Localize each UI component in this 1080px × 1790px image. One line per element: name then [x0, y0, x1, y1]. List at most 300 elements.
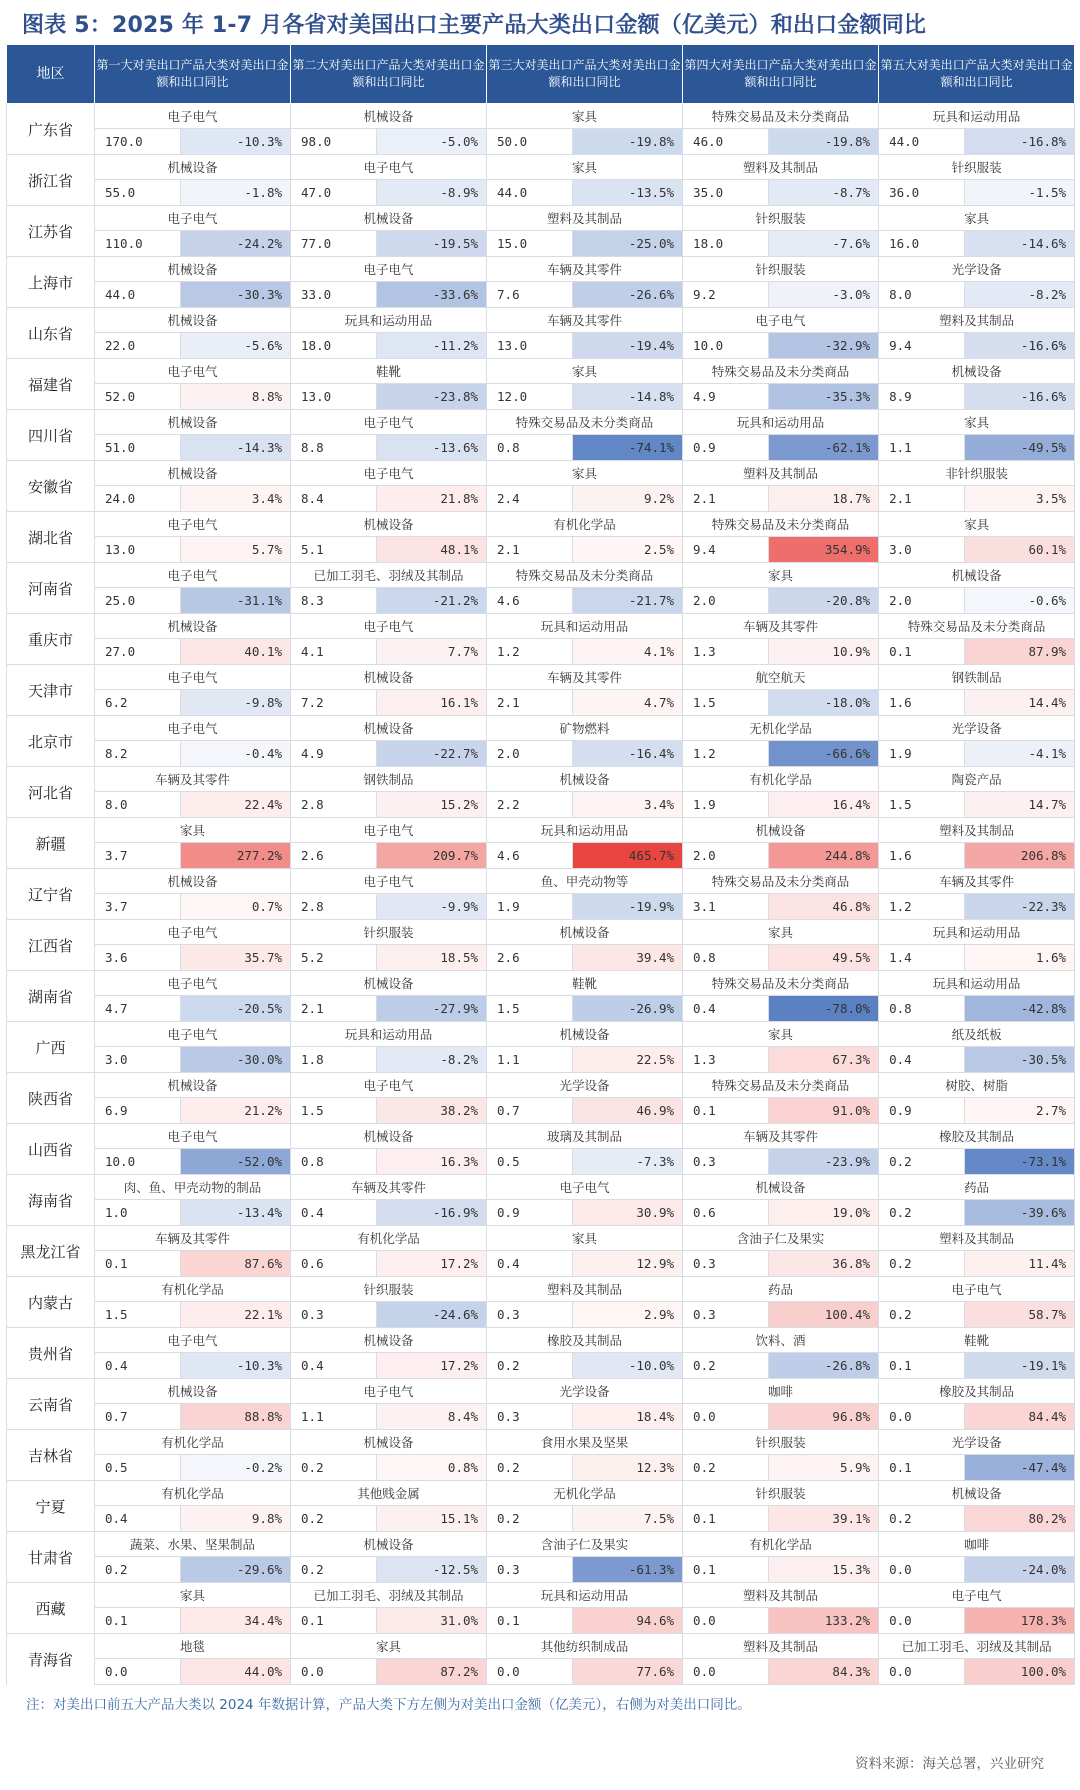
product-category: 机械设备: [95, 869, 291, 894]
export-yoy: -0.4%: [181, 741, 291, 767]
product-category: 无机化学品: [683, 716, 879, 741]
export-yoy: -19.5%: [377, 231, 487, 257]
product-category: 橡胶及其制品: [879, 1124, 1075, 1149]
export-yoy: 12.3%: [573, 1455, 683, 1481]
export-amount: 0.3: [487, 1404, 573, 1430]
product-category: 机械设备: [95, 155, 291, 180]
table-header-row: [7, 45, 1075, 104]
export-amount: 0.2: [879, 1200, 965, 1226]
export-yoy: -66.6%: [769, 741, 879, 767]
export-yoy: -23.8%: [377, 384, 487, 410]
export-amount: 4.7: [95, 996, 181, 1022]
export-amount: 0.6: [291, 1251, 377, 1277]
export-yoy: -24.0%: [965, 1557, 1075, 1583]
table-row-values: [7, 231, 1075, 257]
export-yoy: 10.9%: [769, 639, 879, 665]
region-cell: 山西省: [7, 1124, 95, 1175]
region-cell: 甘肃省: [7, 1532, 95, 1583]
export-amount: 6.9: [95, 1098, 181, 1124]
product-category: 无机化学品: [487, 1481, 683, 1506]
export-yoy: 39.1%: [769, 1506, 879, 1532]
export-yoy: -61.3%: [573, 1557, 683, 1583]
product-category: 特殊交易品及未分类商品: [683, 359, 879, 384]
export-amount: 51.0: [95, 435, 181, 461]
export-yoy: -24.6%: [377, 1302, 487, 1328]
table-row-values: [7, 894, 1075, 920]
product-category: 其他贱金属: [291, 1481, 487, 1506]
region-cell: 青海省: [7, 1634, 95, 1685]
export-yoy: 133.2%: [769, 1608, 879, 1634]
table-row-values: [7, 843, 1075, 869]
export-amount: 0.4: [683, 996, 769, 1022]
product-category: 车辆及其零件: [879, 869, 1075, 894]
export-amount: 0.1: [95, 1608, 181, 1634]
export-amount: 0.2: [683, 1353, 769, 1379]
product-category: 食用水果及坚果: [487, 1430, 683, 1455]
export-yoy: -10.3%: [181, 1353, 291, 1379]
product-category: 电子电气: [291, 818, 487, 843]
export-amount: 2.1: [291, 996, 377, 1022]
export-yoy: 244.8%: [769, 843, 879, 869]
export-yoy: -19.4%: [573, 333, 683, 359]
export-yoy: -13.5%: [573, 180, 683, 206]
table-row: [7, 1277, 1075, 1302]
table-row: [7, 257, 1075, 282]
table-row: [7, 1583, 1075, 1608]
export-yoy: 209.7%: [377, 843, 487, 869]
export-yoy: -9.9%: [377, 894, 487, 920]
product-category: 鱼、甲壳动物等: [487, 869, 683, 894]
export-yoy: -30.3%: [181, 282, 291, 308]
product-category: 鞋靴: [879, 1328, 1075, 1353]
product-category: 药品: [879, 1175, 1075, 1200]
export-amount: 0.1: [683, 1557, 769, 1583]
export-amount: 0.4: [95, 1506, 181, 1532]
export-yoy: -7.6%: [769, 231, 879, 257]
export-amount: 52.0: [95, 384, 181, 410]
product-category: 其他纺织制成品: [487, 1634, 683, 1659]
table-row: [7, 971, 1075, 996]
product-category: 橡胶及其制品: [487, 1328, 683, 1353]
region-cell: 河南省: [7, 563, 95, 614]
export-amount: 0.0: [95, 1659, 181, 1685]
export-yoy: -14.6%: [965, 231, 1075, 257]
export-yoy: 58.7%: [965, 1302, 1075, 1328]
export-yoy: 2.9%: [573, 1302, 683, 1328]
export-yoy: -78.0%: [769, 996, 879, 1022]
export-amount: 55.0: [95, 180, 181, 206]
export-yoy: 2.5%: [573, 537, 683, 563]
export-yoy: -14.8%: [573, 384, 683, 410]
product-category: 有机化学品: [683, 1532, 879, 1557]
export-amount: 0.1: [291, 1608, 377, 1634]
export-yoy: -8.7%: [769, 180, 879, 206]
product-category: 机械设备: [95, 614, 291, 639]
table-row-values: [7, 1251, 1075, 1277]
export-yoy: -16.6%: [965, 333, 1075, 359]
export-yoy: -39.6%: [965, 1200, 1075, 1226]
export-yoy: 4.7%: [573, 690, 683, 716]
export-amount: 10.0: [95, 1149, 181, 1175]
export-amount: 5.1: [291, 537, 377, 563]
region-cell: 北京市: [7, 716, 95, 767]
export-yoy: 14.7%: [965, 792, 1075, 818]
product-category: 家具: [683, 563, 879, 588]
product-category: 有机化学品: [291, 1226, 487, 1251]
export-yoy: 96.8%: [769, 1404, 879, 1430]
export-yoy: 7.7%: [377, 639, 487, 665]
export-yoy: 5.9%: [769, 1455, 879, 1481]
table-row: [7, 1226, 1075, 1251]
region-cell: 新疆: [7, 818, 95, 869]
header-rank-3: 第三大对美出口产品大类对美出口金额和出口同比: [487, 45, 683, 104]
product-category: 电子电气: [95, 359, 291, 384]
product-category: 家具: [487, 1226, 683, 1251]
product-category: 玩具和运动用品: [291, 308, 487, 333]
export-yoy: 88.8%: [181, 1404, 291, 1430]
table-row: [7, 512, 1075, 537]
product-category: 机械设备: [487, 920, 683, 945]
export-yoy: 87.6%: [181, 1251, 291, 1277]
export-amount: 46.0: [683, 129, 769, 155]
product-category: 塑料及其制品: [879, 818, 1075, 843]
export-amount: 0.8: [487, 435, 573, 461]
table-row: [7, 563, 1075, 588]
export-yoy: 22.4%: [181, 792, 291, 818]
header-rank-2: 第二大对美出口产品大类对美出口金额和出口同比: [291, 45, 487, 104]
product-category: 家具: [291, 1634, 487, 1659]
export-yoy: 84.4%: [965, 1404, 1075, 1430]
export-amount: 2.8: [291, 894, 377, 920]
product-category: 机械设备: [291, 206, 487, 231]
product-category: 玩具和运动用品: [879, 104, 1075, 129]
export-amount: 1.5: [879, 792, 965, 818]
product-category: 电子电气: [95, 665, 291, 690]
export-amount: 3.1: [683, 894, 769, 920]
export-yoy: -19.8%: [573, 129, 683, 155]
export-amount: 1.9: [487, 894, 573, 920]
product-category: 塑料及其制品: [683, 1583, 879, 1608]
export-amount: 44.0: [879, 129, 965, 155]
product-category: 陶瓷产品: [879, 767, 1075, 792]
product-category: 电子电气: [879, 1583, 1075, 1608]
table-row-values: [7, 690, 1075, 716]
export-amount: 2.6: [487, 945, 573, 971]
export-yoy: 16.3%: [377, 1149, 487, 1175]
table-row-values: [7, 945, 1075, 971]
page-title: 图表 5：2025 年 1-7 月各省对美国出口主要产品大类出口金额（亿美元）和出口金额同比: [22, 13, 927, 38]
product-category: 电子电气: [95, 563, 291, 588]
export-amount: 0.4: [291, 1200, 377, 1226]
export-yoy: 36.8%: [769, 1251, 879, 1277]
export-yoy: 22.5%: [573, 1047, 683, 1073]
product-category: 有机化学品: [95, 1277, 291, 1302]
export-amount: 1.5: [487, 996, 573, 1022]
export-amount: 1.5: [95, 1302, 181, 1328]
export-amount: 0.5: [487, 1149, 573, 1175]
product-category: 饮料、酒: [683, 1328, 879, 1353]
export-yoy: 5.7%: [181, 537, 291, 563]
export-yoy: 4.1%: [573, 639, 683, 665]
export-yoy: -30.5%: [965, 1047, 1075, 1073]
export-amount: 0.5: [95, 1455, 181, 1481]
product-category: 机械设备: [95, 410, 291, 435]
export-yoy: -16.9%: [377, 1200, 487, 1226]
export-amount: 0.4: [291, 1353, 377, 1379]
product-category: 机械设备: [291, 104, 487, 129]
export-yoy: 46.8%: [769, 894, 879, 920]
export-amount: 0.2: [291, 1557, 377, 1583]
product-category: 机械设备: [291, 1328, 487, 1353]
product-category: 机械设备: [95, 461, 291, 486]
export-amount: 2.0: [683, 843, 769, 869]
product-category: 针织服装: [683, 206, 879, 231]
export-amount: 0.4: [487, 1251, 573, 1277]
export-amount: 0.3: [487, 1557, 573, 1583]
table-row: [7, 869, 1075, 894]
export-amount: 8.4: [291, 486, 377, 512]
export-amount: 44.0: [487, 180, 573, 206]
export-yoy: -0.6%: [965, 588, 1075, 614]
export-amount: 0.2: [487, 1455, 573, 1481]
product-category: 家具: [487, 359, 683, 384]
product-category: 电子电气: [291, 869, 487, 894]
export-amount: 1.2: [487, 639, 573, 665]
export-yoy: -73.1%: [965, 1149, 1075, 1175]
product-category: 塑料及其制品: [487, 206, 683, 231]
export-amount: 2.0: [683, 588, 769, 614]
table-row-values: [7, 333, 1075, 359]
product-category: 家具: [487, 104, 683, 129]
export-amount: 77.0: [291, 231, 377, 257]
export-amount: 47.0: [291, 180, 377, 206]
product-category: 电子电气: [95, 1022, 291, 1047]
product-category: 机械设备: [879, 563, 1075, 588]
product-category: 光学设备: [487, 1073, 683, 1098]
product-category: 针织服装: [291, 1277, 487, 1302]
product-category: 特殊交易品及未分类商品: [487, 410, 683, 435]
product-category: 电子电气: [879, 1277, 1075, 1302]
product-category: 有机化学品: [487, 512, 683, 537]
region-cell: 西藏: [7, 1583, 95, 1634]
export-yoy: 31.0%: [377, 1608, 487, 1634]
product-category: 咖啡: [879, 1532, 1075, 1557]
export-amount: 12.0: [487, 384, 573, 410]
region-cell: 江苏省: [7, 206, 95, 257]
export-amount: 8.9: [879, 384, 965, 410]
export-amount: 1.1: [879, 435, 965, 461]
export-yoy: 80.2%: [965, 1506, 1075, 1532]
product-category: 电子电气: [487, 1175, 683, 1200]
export-amount: 0.0: [683, 1404, 769, 1430]
product-category: 光学设备: [879, 257, 1075, 282]
export-amount: 1.0: [95, 1200, 181, 1226]
export-amount: 1.5: [683, 690, 769, 716]
export-yoy: 17.2%: [377, 1251, 487, 1277]
table-row: [7, 920, 1075, 945]
export-yoy: 18.7%: [769, 486, 879, 512]
product-category: 已加工羽毛、羽绒及其制品: [291, 1583, 487, 1608]
export-amount: 10.0: [683, 333, 769, 359]
export-yoy: -16.8%: [965, 129, 1075, 155]
table-row-values: [7, 1200, 1075, 1226]
export-amount: 1.5: [291, 1098, 377, 1124]
export-yoy: -13.6%: [377, 435, 487, 461]
export-amount: 0.3: [487, 1302, 573, 1328]
export-yoy: -12.5%: [377, 1557, 487, 1583]
export-yoy: 15.2%: [377, 792, 487, 818]
product-category: 鞋靴: [291, 359, 487, 384]
export-yoy: 34.4%: [181, 1608, 291, 1634]
export-yoy: 48.1%: [377, 537, 487, 563]
export-yoy: -18.0%: [769, 690, 879, 716]
table-row: [7, 359, 1075, 384]
export-yoy: 354.9%: [769, 537, 879, 563]
region-cell: 宁夏: [7, 1481, 95, 1532]
product-category: 电子电气: [95, 920, 291, 945]
product-category: 电子电气: [291, 1379, 487, 1404]
export-yoy: -5.0%: [377, 129, 487, 155]
product-category: 电子电气: [291, 257, 487, 282]
table-row: [7, 1532, 1075, 1557]
export-amount: 44.0: [95, 282, 181, 308]
product-category: 鞋靴: [487, 971, 683, 996]
product-category: 电子电气: [683, 308, 879, 333]
export-amount: 1.3: [683, 639, 769, 665]
export-yoy: 40.1%: [181, 639, 291, 665]
product-category: 机械设备: [291, 971, 487, 996]
export-yoy: 35.7%: [181, 945, 291, 971]
export-yoy: 2.7%: [965, 1098, 1075, 1124]
table-row-values: [7, 741, 1075, 767]
export-yoy: -3.0%: [769, 282, 879, 308]
export-amount: 0.2: [95, 1557, 181, 1583]
export-amount: 0.0: [879, 1659, 965, 1685]
table-row: [7, 818, 1075, 843]
export-yoy: 9.2%: [573, 486, 683, 512]
export-yoy: 16.1%: [377, 690, 487, 716]
table-row: [7, 1022, 1075, 1047]
source-note: 资料来源：海关总署，兴业研究: [855, 1756, 1044, 1772]
export-yoy: -62.1%: [769, 435, 879, 461]
product-category: 针织服装: [879, 155, 1075, 180]
export-yoy: 3.4%: [181, 486, 291, 512]
export-yoy: 67.3%: [769, 1047, 879, 1073]
export-amount: 0.0: [291, 1659, 377, 1685]
export-amount: 1.6: [879, 843, 965, 869]
export-amount: 0.0: [879, 1557, 965, 1583]
export-amount: 2.6: [291, 843, 377, 869]
export-amount: 0.3: [683, 1149, 769, 1175]
export-amount: 8.2: [95, 741, 181, 767]
export-amount: 1.2: [879, 894, 965, 920]
export-yoy: -7.3%: [573, 1149, 683, 1175]
region-cell: 安徽省: [7, 461, 95, 512]
product-category: 车辆及其零件: [95, 767, 291, 792]
region-cell: 吉林省: [7, 1430, 95, 1481]
export-amount: 1.4: [879, 945, 965, 971]
export-amount: 0.6: [683, 1200, 769, 1226]
export-yoy: 60.1%: [965, 537, 1075, 563]
product-category: 车辆及其零件: [95, 1226, 291, 1251]
table-row-values: [7, 486, 1075, 512]
export-amount: 110.0: [95, 231, 181, 257]
export-amount: 33.0: [291, 282, 377, 308]
region-cell: 云南省: [7, 1379, 95, 1430]
export-yoy: 18.5%: [377, 945, 487, 971]
export-yoy: 87.2%: [377, 1659, 487, 1685]
export-amount: 22.0: [95, 333, 181, 359]
export-yoy: -52.0%: [181, 1149, 291, 1175]
table-row-values: [7, 1149, 1075, 1175]
export-yoy: 15.3%: [769, 1557, 879, 1583]
region-cell: 湖北省: [7, 512, 95, 563]
product-category: 家具: [683, 1022, 879, 1047]
export-yoy: -74.1%: [573, 435, 683, 461]
export-amount: 9.2: [683, 282, 769, 308]
export-yoy: -26.8%: [769, 1353, 879, 1379]
export-amount: 8.3: [291, 588, 377, 614]
export-amount: 2.4: [487, 486, 573, 512]
export-amount: 9.4: [683, 537, 769, 563]
product-category: 咖啡: [683, 1379, 879, 1404]
product-category: 针织服装: [683, 257, 879, 282]
export-yoy: -33.6%: [377, 282, 487, 308]
export-amount: 2.0: [487, 741, 573, 767]
export-amount: 4.1: [291, 639, 377, 665]
export-yoy: -1.5%: [965, 180, 1075, 206]
product-category: 电子电气: [291, 155, 487, 180]
region-cell: 浙江省: [7, 155, 95, 206]
table-row: [7, 1073, 1075, 1098]
export-amount: 1.9: [683, 792, 769, 818]
region-cell: 上海市: [7, 257, 95, 308]
export-amount: 8.0: [879, 282, 965, 308]
product-category: 特殊交易品及未分类商品: [683, 104, 879, 129]
table-row-values: [7, 1557, 1075, 1583]
region-cell: 陕西省: [7, 1073, 95, 1124]
product-category: 机械设备: [95, 257, 291, 282]
product-category: 含油子仁及果实: [683, 1226, 879, 1251]
export-amount: 50.0: [487, 129, 573, 155]
export-yoy: -16.6%: [965, 384, 1075, 410]
export-amount: 1.3: [683, 1047, 769, 1073]
product-category: 矿物燃料: [487, 716, 683, 741]
table-row: [7, 1175, 1075, 1200]
product-category: 机械设备: [683, 818, 879, 843]
export-amount: 0.4: [879, 1047, 965, 1073]
export-amount: 2.1: [487, 690, 573, 716]
export-yoy: 87.9%: [965, 639, 1075, 665]
export-amount: 3.0: [879, 537, 965, 563]
export-yoy: 19.0%: [769, 1200, 879, 1226]
product-category: 航空航天: [683, 665, 879, 690]
export-amount: 3.0: [95, 1047, 181, 1073]
export-yoy: 1.6%: [965, 945, 1075, 971]
export-yoy: -30.0%: [181, 1047, 291, 1073]
product-category: 电子电气: [95, 1328, 291, 1353]
export-yoy: -8.9%: [377, 180, 487, 206]
export-amount: 4.9: [291, 741, 377, 767]
region-cell: 广西: [7, 1022, 95, 1073]
export-amount: 98.0: [291, 129, 377, 155]
export-amount: 1.9: [879, 741, 965, 767]
export-amount: 27.0: [95, 639, 181, 665]
table-row-values: [7, 282, 1075, 308]
export-yoy: 100.0%: [965, 1659, 1075, 1685]
export-yoy: -8.2%: [377, 1047, 487, 1073]
product-category: 电子电气: [95, 206, 291, 231]
